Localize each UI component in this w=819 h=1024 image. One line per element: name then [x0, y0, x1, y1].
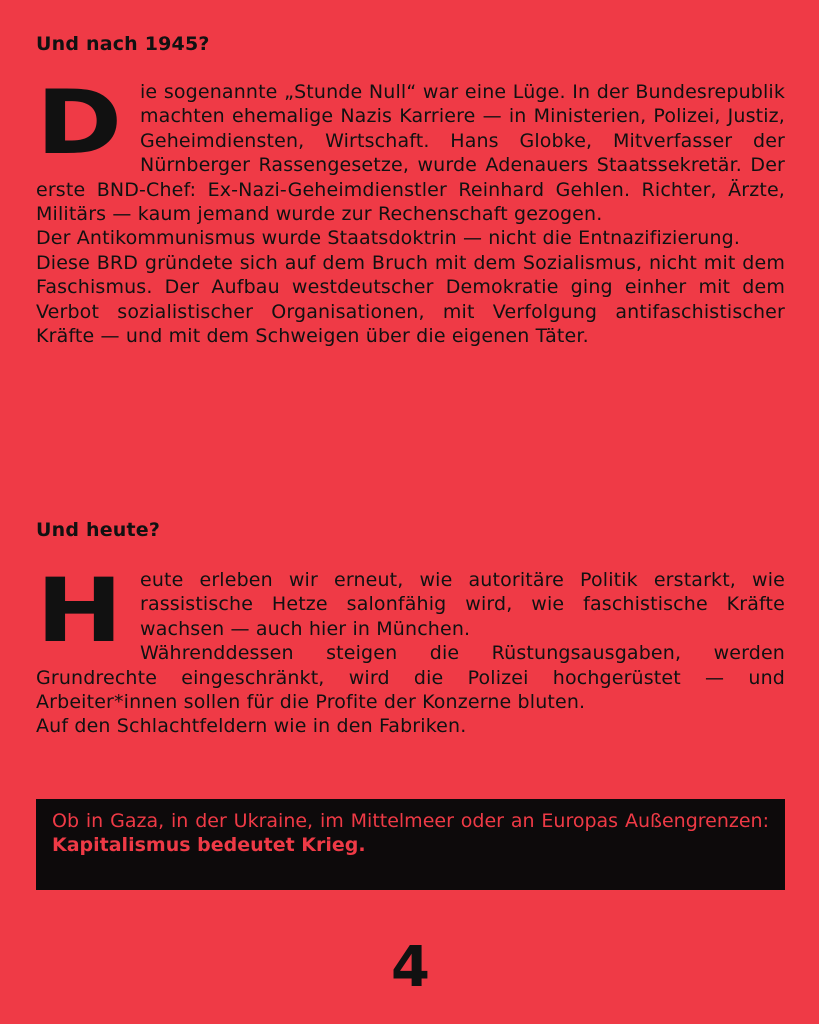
page-number: 4: [391, 935, 430, 1000]
drop-cap: H: [36, 559, 124, 662]
paragraph: Diese BRD gründete sich auf dem Bruch mit dem Sozialismus, nicht mit dem Faschismus. Der Aufbau westdeutscher Demokratie ging einher mit dem Verbot sozialistischer Organisationen, mit Verfolgung antifaschistischer Kräfte — und mit dem Schweigen über die eigenen Täter.: [36, 251, 785, 348]
paragraph: ie sogenannte „Stunde Null“ war eine Lüge. In der Bundesrepublik machten ehemalige Nazis Karriere — in Ministerien, Polizei, Justiz, Geheimdiensten, Wirtschaft. Hans Globke, Mitverfasser der Nürnberger Rassengesetze, wurde Adenauers Staatssekretär. Der erste BND-Chef: Ex-Nazi-Geheimdienstler Reinhard Gehlen. Richter, Ärzte, Militärs — kaum jemand wurde zur Rechenschaft gezogen.: [36, 81, 785, 226]
section-body-after-1945: [36, 71, 785, 348]
drop-cap: D: [36, 71, 123, 174]
callout-text-plain: Ob in Gaza, in der Ukraine, im Mittelmeer oder an Europas Außengrenzen:: [52, 810, 769, 832]
callout-text-emphasis: Kapitalismus bedeutet Krieg.: [52, 834, 366, 857]
section-body-today: [36, 559, 785, 739]
paragraph: Auf den Schlachtfeldern wie in den Fabriken.: [36, 715, 467, 738]
callout-text: [52, 809, 769, 858]
paragraph: Der Antikommunismus wurde Staatsdoktrin — nicht die Entnazifizierung.: [36, 227, 741, 250]
section-heading-after-1945: Und nach 1945?: [36, 33, 210, 55]
paragraph: Währenddessen steigen die Rüstungsausgaben, werden Grundrechte eingeschränkt, wird die Polizei hochgerüstet — und Arbeiter*innen sollen für die Profite der Konzerne bluten.: [36, 642, 785, 714]
callout-box: [36, 799, 785, 890]
paragraph: eute erleben wir erneut, wie autoritäre Politik erstarkt, wie rassistische Hetze salonfähig wird, wie faschistische Kräfte wachsen — auch hier in München.: [140, 569, 785, 640]
section-heading-today: Und heute?: [36, 519, 161, 541]
